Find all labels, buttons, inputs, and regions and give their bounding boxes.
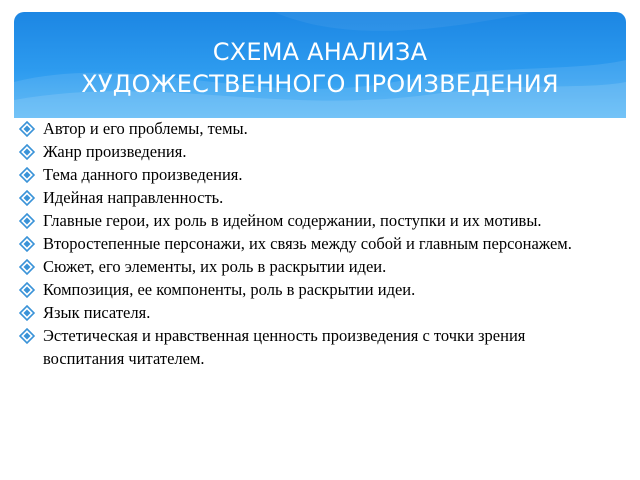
- diamond-bullet-icon: [19, 121, 35, 137]
- list-item-text: Язык писателя.: [43, 303, 151, 322]
- list-item: [18, 278, 608, 301]
- list-item-text: Эстетическая и нравственная ценность произведения с точки зрения воспитания читателем.: [43, 326, 526, 368]
- title-banner: [14, 12, 626, 118]
- diamond-bullet-icon: [19, 167, 35, 183]
- list-item-text: Второстепенные персонажи, их связь между собой и главным персонажем.: [43, 234, 572, 253]
- list-item: [18, 209, 608, 232]
- diamond-bullet-icon: [19, 213, 35, 229]
- diamond-bullet-icon: [19, 282, 35, 298]
- diamond-bullet-icon: [19, 259, 35, 275]
- diamond-bullet-icon: [19, 144, 35, 160]
- list-item: [18, 117, 608, 140]
- list-item: [18, 163, 608, 186]
- diamond-bullet-icon: [19, 190, 35, 206]
- list-item-text: Автор и его проблемы, темы.: [43, 119, 248, 138]
- title-line-1: СХЕМА АНАЛИЗА: [212, 38, 428, 66]
- list-item: [18, 324, 608, 370]
- list-item: [18, 255, 608, 278]
- list-item-text: Тема данного произведения.: [43, 165, 243, 184]
- list-item: [18, 186, 608, 209]
- diamond-bullet-icon: [19, 236, 35, 252]
- list-item: [18, 301, 608, 324]
- analysis-list: [18, 117, 608, 370]
- list-item-text: Жанр произведения.: [43, 142, 187, 161]
- list-item-text: Сюжет, его элементы, их роль в раскрытии идеи.: [43, 257, 387, 276]
- diamond-bullet-icon: [19, 305, 35, 321]
- list-item: [18, 232, 608, 255]
- list-item: [18, 140, 608, 163]
- title-line-2: ХУДОЖЕСТВЕННОГО ПРОИЗВЕДЕНИЯ: [81, 70, 559, 98]
- list-item-text: Композиция, ее компоненты, роль в раскрытии идеи.: [43, 280, 416, 299]
- list-item-text: Идейная направленность.: [43, 188, 224, 207]
- diamond-bullet-icon: [19, 328, 35, 344]
- page-title: [14, 36, 626, 100]
- list-item-text: Главные герои, их роль в идейном содержании, поступки и их мотивы.: [43, 211, 542, 230]
